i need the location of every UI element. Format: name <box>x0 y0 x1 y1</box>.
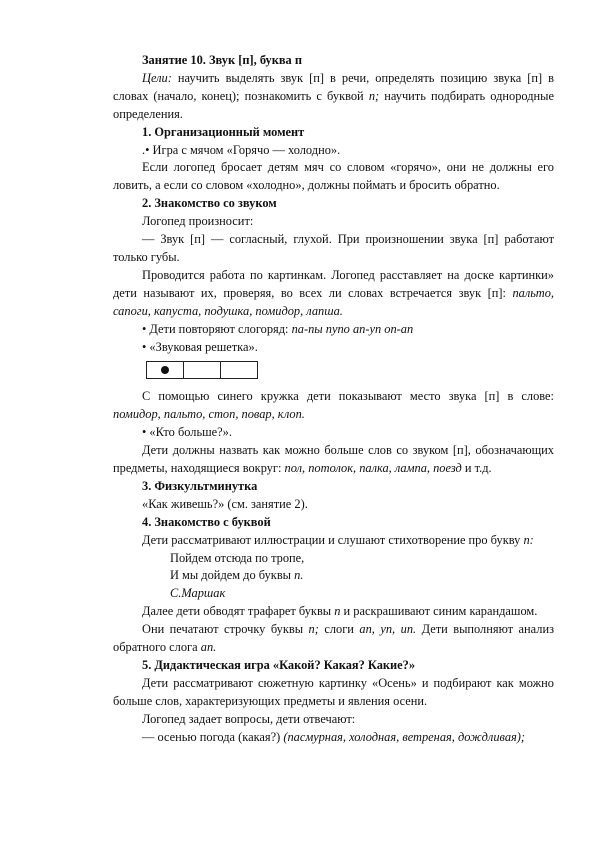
print-text: Они печатают строчку буквы <box>142 622 309 637</box>
poem-author: С.Маршак <box>170 586 226 601</box>
section-2-position <box>113 388 554 424</box>
section-2-work <box>113 267 554 321</box>
intro-text: Дети рассматривают иллюстрации и слушают стихотворение про букву <box>142 532 524 547</box>
sound-grid-cell <box>183 361 221 379</box>
position-text: С помощью синего кружка дети показывают место звука [п] в слове: <box>142 389 554 404</box>
lesson-goals <box>113 70 554 124</box>
name-words-text: Дети должны назвать как можно больше слов со звуком [п], обозначающих предметы, находящиеся вокруг: <box>113 443 554 476</box>
section-2-speech: — Звук [п] — согласный, глухой. При произношении звука [п] работают только губы. <box>113 232 554 264</box>
section-5-heading: 5. Дидактическая игра «Какой? Какая? Какие?» <box>142 658 416 672</box>
poem-line-1: Пойдем отсюда по тропе, <box>170 550 305 565</box>
sound-grid-cell <box>146 361 184 379</box>
answer-text: — осенью погода (какая?) <box>142 729 284 744</box>
trace-text: Далее дети обводят трафарет буквы <box>142 604 335 619</box>
name-words-list: пол, потолок, палка, лампа, поезд <box>284 461 462 476</box>
repeat-syllables: па-пы пупо ап-уп оп-ап <box>291 321 414 336</box>
print-letter: п; <box>308 622 319 637</box>
section-1-text: Если логопед бросает детям мяч со словом «горячо», они не должны его ловить, а если со словом «холодно», должны поймать и бросить обратно. <box>113 160 554 193</box>
section-2-repeat <box>113 321 554 339</box>
section-5-answer <box>113 729 554 747</box>
print-end: Дети выполняют анализ обратного слога <box>113 622 554 655</box>
goals-letter: п; <box>368 88 380 103</box>
repeat-text: • Дети повторяют слогоряд: <box>142 321 292 336</box>
sound-grid <box>146 361 554 379</box>
sound-marker-dot <box>161 366 169 374</box>
goals-text: научить выделять звук [п] в речи, определять позицию звука [п] в словах (начало, конец); познакомить с буквой <box>113 70 554 103</box>
section-4-print <box>113 621 554 657</box>
section-2-who-more: • «Кто больше?». <box>142 425 232 440</box>
print-syllables: ап, уп, ип. <box>359 622 417 637</box>
sound-grid-cell <box>220 361 258 379</box>
section-5-text: Дети рассматривают сюжетную картинку «Осень» и подбирают как можно больше слов, характеризующих предметы и явления осени. <box>113 675 554 708</box>
goals-text-2: научить подбирать однородные определения. <box>113 88 555 121</box>
trace-letter: п <box>334 604 341 619</box>
name-words-end: и т.д. <box>461 461 492 476</box>
position-words: помидор, пальто, стоп, повар, клоп. <box>113 407 305 422</box>
poem-line-2-text: И мы дойдем до буквы <box>170 568 295 583</box>
lesson-title: Занятие 10. Звук [п], буква п <box>142 53 302 67</box>
section-1-heading: 1. Организационный момент <box>142 124 305 139</box>
section-2-grid-label: • «Звуковая решетка». <box>142 339 258 354</box>
section-2-speaker: Логопед произносит: <box>142 214 254 229</box>
work-text: Проводится работа по картинкам. Логопед расставляет на доске картинки» дети называют их, проверяя, во всех ли словах встречается звук [п]: <box>113 267 554 300</box>
print-end-syllable: ап. <box>200 640 217 655</box>
section-1-game: .• Игра с мячом «Горячо — холодно». <box>142 142 341 157</box>
goals-label: Цели: <box>142 70 172 85</box>
section-3-heading: 3. Физкультминутка <box>142 478 258 493</box>
section-2-name-words <box>113 442 554 478</box>
section-3-text: «Как живешь?» (см. занятие 2). <box>142 496 308 511</box>
section-4-heading: 4. Знакомство с буквой <box>142 514 271 529</box>
lesson-content <box>113 52 554 747</box>
answer-words: (пасмурная, холодная, ветреная, дождливая); <box>283 729 526 744</box>
section-2-heading: 2. Знакомство со звуком <box>142 196 277 211</box>
poem-line-2 <box>170 567 554 585</box>
section-5-asks: Логопед задает вопросы, дети отвечают: <box>142 711 356 726</box>
poem <box>170 550 554 604</box>
work-words: пальто, сапоги, капуста, подушка, помидор, лапша. <box>113 285 554 318</box>
section-4-intro <box>113 532 554 550</box>
poem-letter: п. <box>294 568 304 583</box>
trace-end: и раскрашивают синим карандашом. <box>340 604 538 619</box>
intro-letter: п: <box>523 532 534 547</box>
section-4-trace <box>113 603 554 621</box>
print-mid: слоги <box>318 622 360 637</box>
